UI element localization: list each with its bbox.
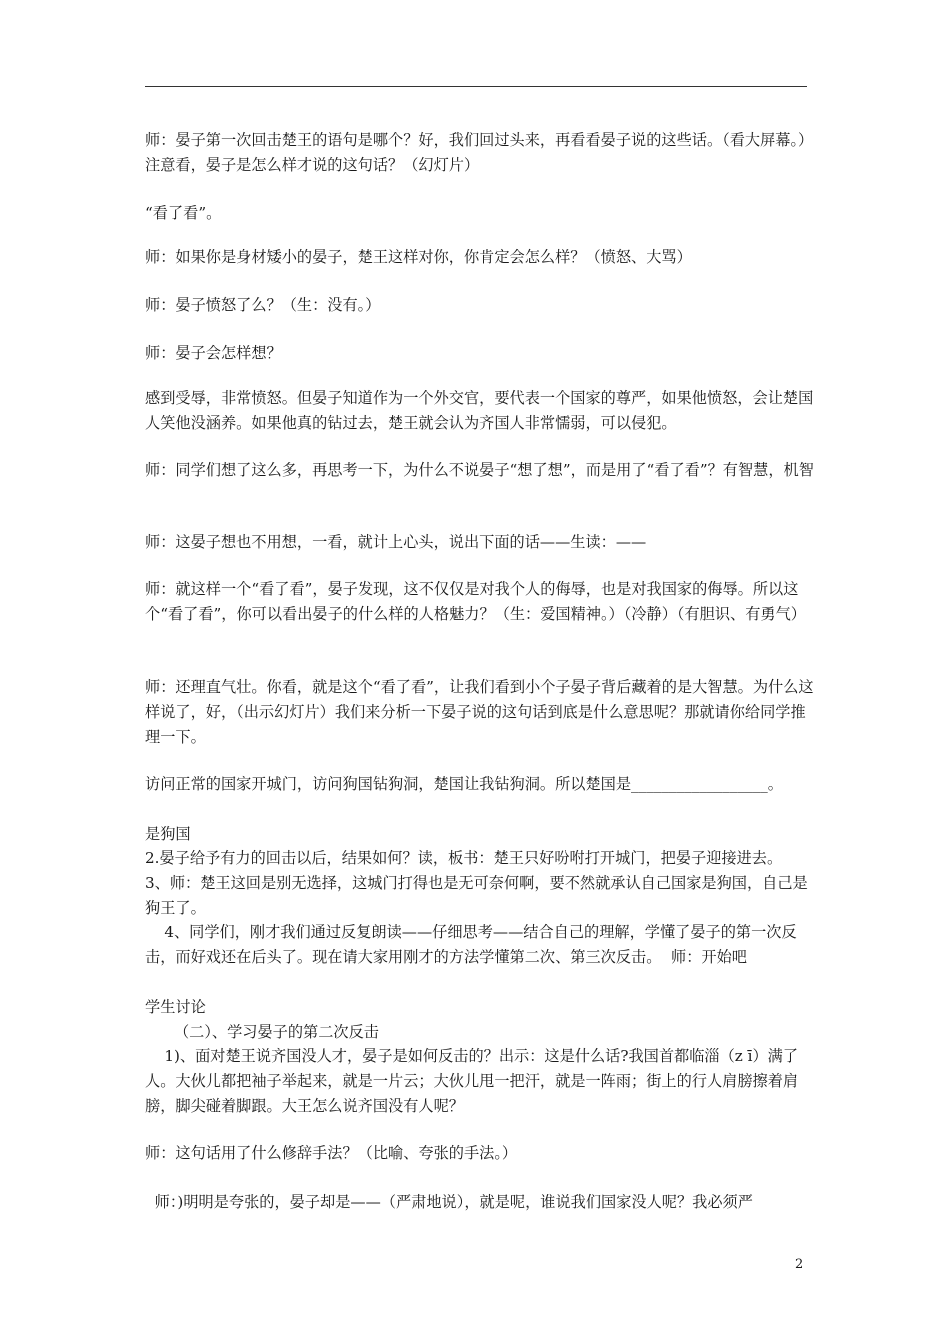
- paragraph-16: 学生讨论: [145, 998, 206, 1016]
- header-rule: [145, 86, 807, 87]
- paragraph-11: 访问正常的国家开城门，访问狗国钻狗洞，楚国让我钻狗洞。所以楚国是__________________。: [145, 775, 783, 793]
- paragraph-7: 师：同学们想了这么多，再思考一下，为什么不说晏子“想了想”，而是用了“看了看”？有智慧，机智: [145, 461, 814, 479]
- paragraph-12: 是狗国: [145, 825, 191, 843]
- page-number: 2: [795, 1257, 804, 1272]
- paragraph-2: “看了看”。: [145, 204, 222, 222]
- paragraph-10: 师：还理直气壮。你看，就是这个“看了看”，让我们看到小个子晏子背后藏着的是大智慧。为什么这样说了，好，（出示幻灯片）我们来分析一下晏子说的这句话到底是什么意思呢？那就请你给同学推理一下。: [145, 678, 814, 746]
- paragraph-4: 师：晏子愤怒了么？（生：没有。）: [145, 296, 381, 314]
- paragraph-3: 师：如果你是身材矮小的晏子，楚王这样对你，你肯定会怎么样？（愤怒、大骂）: [145, 248, 692, 266]
- paragraph-19: 师：这句话用了什么修辞手法？（比喻、夸张的手法。）: [145, 1144, 518, 1162]
- section-heading: （二）、学习晏子的第二次反击: [145, 1023, 379, 1041]
- paragraph-13: 2.晏子给予有力的回击以后，结果如何？读，板书：楚王只好吩咐打开城门，把晏子迎接进去。: [145, 849, 783, 867]
- paragraph-8: 师：这晏子想也不用想，一看，就计上心头，说出下面的话——生读：——: [145, 533, 647, 551]
- paragraph-6: 感到受辱，非常愤怒。但晏子知道作为一个外交官，要代表一个国家的尊严，如果他愤怒，会让楚国人笑他没涵养。如果他真的钻过去，楚王就会认为齐国人非常懦弱，可以侵犯。: [145, 389, 814, 432]
- paragraph-5: 师：晏子会怎样想？: [145, 344, 282, 362]
- paragraph-20: 师：)明明是夸张的，晏子却是——（严肃地说），就是呢，谁说我们国家没人呢？我必须严: [145, 1193, 753, 1211]
- paragraph-18: 1)、面对楚王说齐国没人才，晏子是如何反击的？出示：这是什么话?我国首都临淄（z ī）满了人。大伙儿都把袖子举起来，就是一片云；大伙儿甩一把汗，就是一阵雨；街上的行人肩膀擦着肩膀，脚尖碰着脚跟。大王怎么说齐国没有人呢？: [145, 1047, 799, 1115]
- paragraph-9: 师：就这样一个“看了看”，晏子发现，这不仅仅是对我个人的侮辱，也是对我国家的侮辱。所以这个“看了看”，你可以看出晏子的什么样的人格魅力？（生：爱国精神。）（冷静）（有胆识、有勇气）: [145, 580, 806, 623]
- paragraph-14: 3、师：楚王这回是别无选择，这城门打得也是无可奈何啊，要不然就承认自己国家是狗国，自己是狗王了。: [145, 874, 808, 917]
- paragraph-15: 4、同学们，刚才我们通过反复朗读——仔细思考——结合自己的理解，学懂了晏子的第一次反击，而好戏还在后头了。现在请大家用刚才的方法学懂第二次、第三次反击。 师：开始吧: [145, 923, 797, 966]
- paragraph-1: 师：晏子第一次回击楚王的语句是哪个？好，我们回过头来，再看看晏子说的这些话。（看大屏幕。）注意看，晏子是怎么样才说的这句话？（幻灯片）: [145, 131, 814, 174]
